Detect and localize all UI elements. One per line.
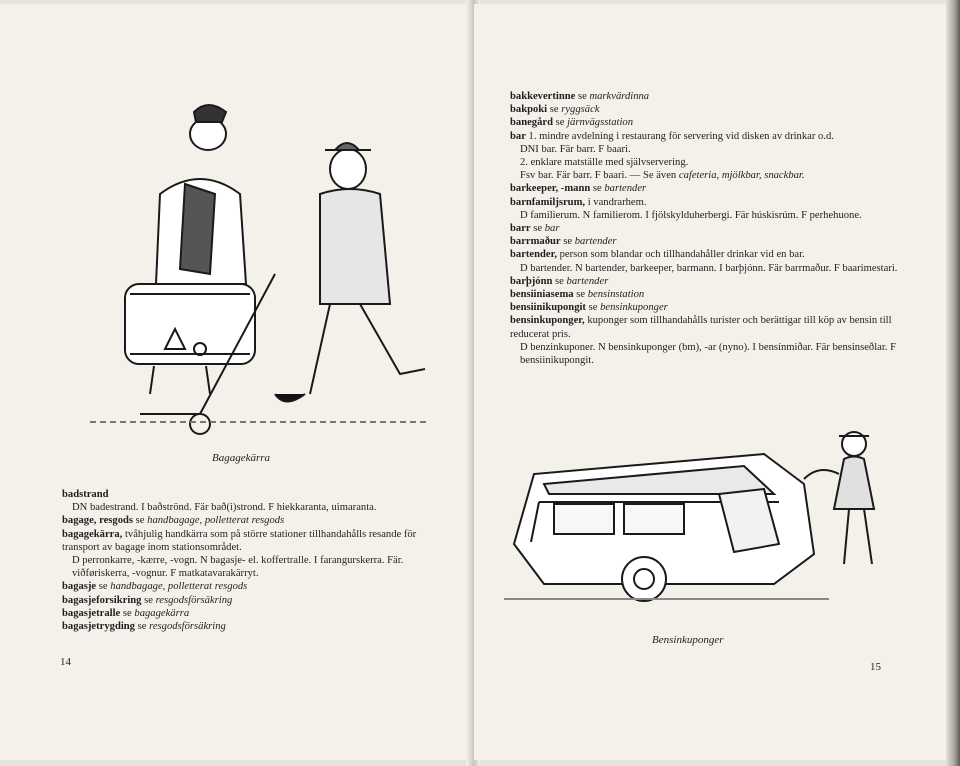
entry-crossref: handbagage, polletterat resgods	[110, 581, 248, 593]
entry-headword: bensiiniasema	[510, 289, 574, 301]
entry-text: se	[552, 275, 567, 287]
entry-text: kuponger som tillhandahålls turister och berättigar till köp av bensin till reducerat pris.	[510, 315, 895, 340]
entry-text: Fsv bar. Fär barr. F baari. — Se även	[520, 170, 679, 182]
entry-crossref: resgodsförsäkring	[149, 621, 226, 633]
entry-crossref: bensinkuponger	[600, 302, 668, 314]
entry-crossref: resgodsförsäkring	[155, 594, 233, 606]
entry-headword: bagagekärra,	[62, 528, 123, 540]
dictionary-entry	[510, 341, 900, 367]
left-page	[0, 4, 470, 760]
entry-headword: barþjónn	[510, 275, 553, 287]
dictionary-entry	[62, 488, 434, 501]
entry-text: person som blandar och tillhandahåller drinkar vid en bar.	[556, 249, 805, 261]
dictionary-entry	[62, 607, 434, 620]
dictionary-entry	[510, 169, 900, 182]
page-number-left: 14	[60, 656, 71, 668]
luggage-cart-illustration	[90, 94, 440, 444]
dictionary-entry	[62, 514, 434, 527]
dictionary-entry	[510, 288, 900, 301]
dictionary-entry	[510, 182, 900, 195]
entry-headword: barnfamiljsrum,	[510, 196, 586, 208]
dictionary-entry	[62, 528, 434, 554]
entry-headword: bensinkuponger,	[510, 315, 585, 327]
entry-headword: barkeeper, -mann	[510, 183, 591, 195]
entry-headword: badstrand	[62, 489, 109, 500]
right-illustration-caption: Bensinkuponger	[652, 634, 724, 646]
entry-text: D bartender. N bartender, barkeeper, barmann. I barþjónn. Fär barrmaður. F baarimestari.	[520, 262, 898, 274]
entry-text: se	[585, 302, 601, 314]
entry-crossref: bartender	[574, 236, 617, 248]
entry-crossref: handbagage, polletterat resgods	[147, 515, 285, 527]
dictionary-entry	[510, 130, 900, 143]
entry-crossref: bar	[544, 223, 560, 235]
right-entries	[510, 90, 900, 367]
dictionary-entry	[510, 156, 900, 169]
entry-text: se	[573, 289, 588, 301]
entry-headword: bensiinikupongit	[510, 302, 586, 314]
entry-text: se	[547, 104, 562, 116]
left-entries	[62, 488, 434, 633]
entry-crossref: järnvägsstation	[567, 117, 634, 129]
dictionary-entry	[62, 594, 434, 607]
dictionary-entry	[62, 554, 434, 580]
entry-headword: banegård	[510, 117, 553, 129]
entry-headword: bagasjeforsikring	[62, 594, 142, 606]
dictionary-entry	[62, 620, 434, 633]
dictionary-entry	[510, 116, 900, 129]
entry-crossref: bensinstation	[587, 289, 645, 301]
entry-text: se	[560, 236, 575, 248]
dictionary-entry	[510, 196, 900, 209]
entry-text: DN badestrand. I baðströnd. Fär bað(i)strond. F hiekkaranta, uimaranta.	[72, 502, 377, 514]
dictionary-entry	[62, 501, 434, 514]
entry-headword: bakkevertinne	[510, 91, 576, 102]
entry-crossref: cafeteria, mjölkbar, snackbar.	[678, 170, 805, 182]
dictionary-entry	[510, 314, 900, 340]
entry-text: D perronkarre, -kærre, -vogn. N bagasje- el. koffertralle. I farangurskerra. Fär. viðføriskerra, -vognur. F matkatavarakärryt.	[72, 555, 406, 580]
page-number-right: 15	[870, 661, 881, 673]
entry-text: se	[590, 183, 605, 195]
dictionary-entry	[510, 103, 900, 116]
dictionary-entry	[510, 235, 900, 248]
entry-crossref: bagagekärra	[134, 607, 190, 619]
entry-headword: bakpoki	[510, 104, 548, 116]
entry-text: se	[575, 91, 590, 102]
dictionary-entry	[510, 262, 900, 275]
entry-text: 1. mindre avdelning i restaurang för servering vid disken av drinkar o.d.	[525, 130, 834, 142]
dictionary-entry	[510, 222, 900, 235]
entry-headword: bagasjetralle	[62, 607, 121, 619]
entry-text: se	[530, 223, 545, 235]
entry-headword: bagasjetrygding	[62, 621, 135, 633]
entry-text: D familierum. N familierom. I fjölskylduherbergi. Fär húskisrúm. F perhehuone.	[520, 209, 862, 221]
entry-headword: bartender,	[510, 249, 557, 261]
right-page	[474, 4, 952, 760]
entry-text: se	[552, 117, 568, 129]
left-illustration-caption: Bagagekärra	[212, 452, 271, 464]
entry-crossref: markvärdinna	[589, 91, 650, 102]
entry-headword: barrmaður	[510, 236, 561, 248]
entry-headword: bagasje	[62, 581, 97, 593]
dictionary-entry	[510, 248, 900, 261]
entry-text: se	[141, 594, 156, 606]
entry-text: i vandrarhem.	[585, 196, 647, 208]
entry-headword: bagage, resgods	[62, 515, 134, 527]
dictionary-entry	[510, 275, 900, 288]
entry-text: se	[120, 607, 135, 619]
entry-text: D benzinkuponer. N bensinkuponger (bm), -ar (nyno). I bensínmiðar. Fär bensinseðlar. F bensiinikupongit.	[520, 341, 899, 367]
entry-text: se	[133, 515, 148, 527]
entry-crossref: bartender	[604, 183, 647, 195]
entry-headword: bar	[510, 130, 526, 142]
entry-crossref: bartender	[566, 275, 609, 287]
entry-text: se	[134, 621, 150, 633]
dictionary-entry	[510, 90, 900, 103]
entry-text: 2. enklare matställe med självservering.	[520, 157, 689, 169]
dictionary-entry	[510, 301, 900, 314]
entry-headword: barr	[510, 223, 531, 235]
entry-text: tvåhjulig handkärra som på större stationer tillhandahålls resande för transport av bagage inom stationsområdet.	[62, 528, 419, 553]
dictionary-entry	[510, 209, 900, 222]
dictionary-entry	[62, 580, 434, 593]
station-wagon-illustration	[504, 424, 924, 624]
entry-text: se	[96, 581, 111, 593]
book-edge	[946, 0, 960, 766]
entry-text: DNI bar. Fär barr. F baari.	[520, 143, 631, 155]
dictionary-entry	[510, 143, 900, 156]
entry-crossref: ryggsäck	[561, 104, 600, 116]
